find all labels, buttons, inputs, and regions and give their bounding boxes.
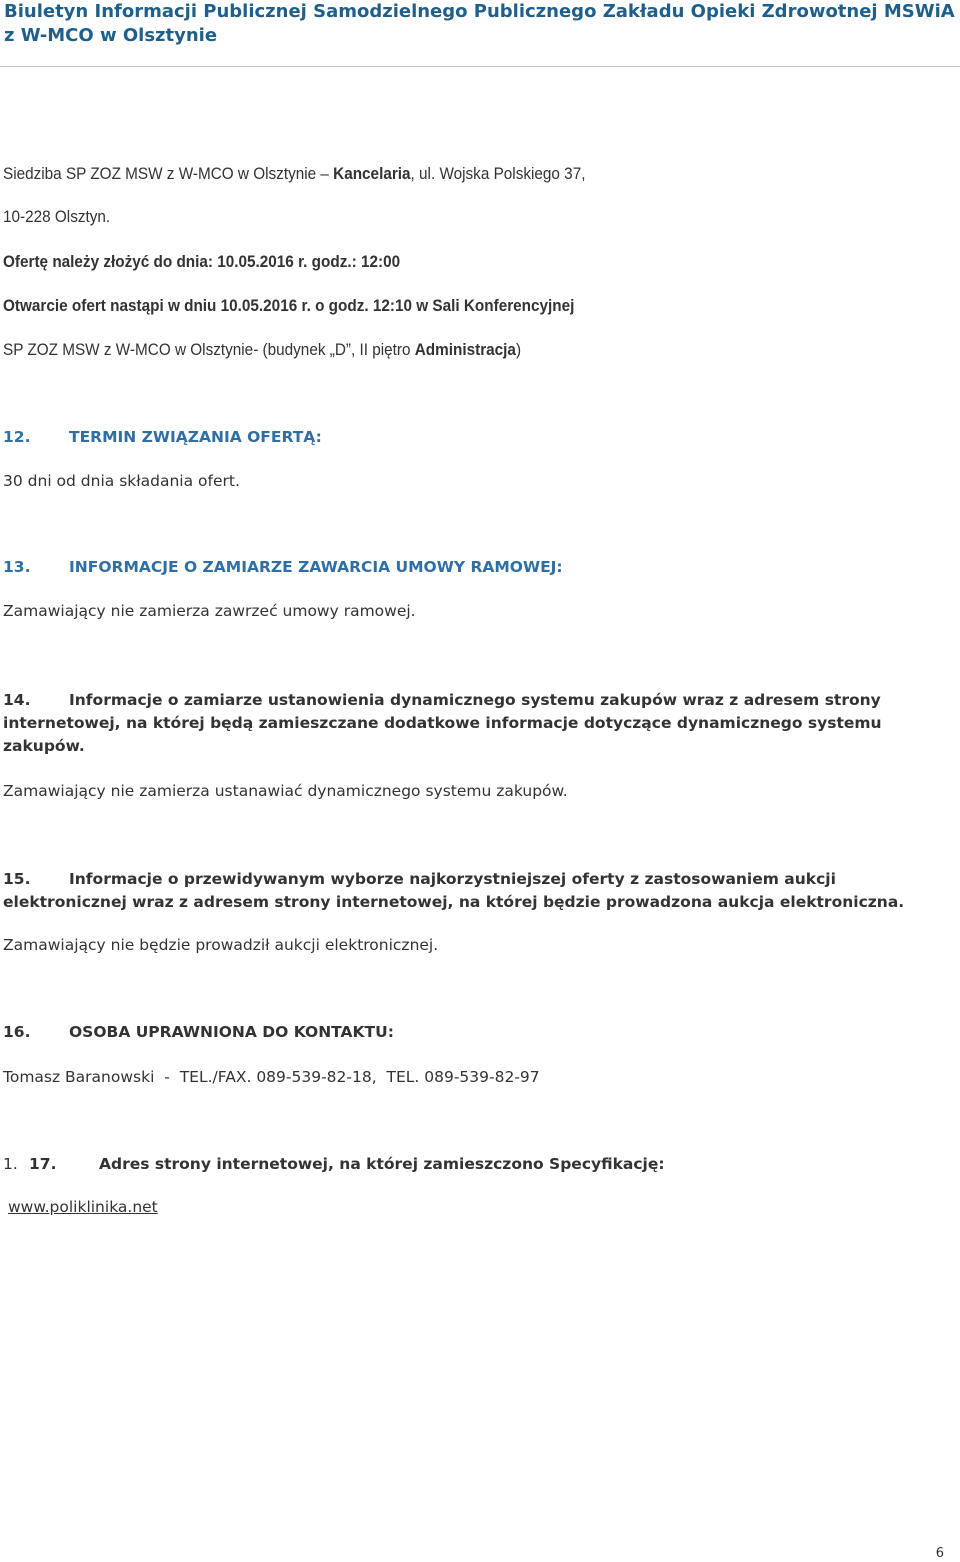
specification-link[interactable]: www.poliklinika.net [8, 1198, 158, 1216]
section-number: 14. [3, 691, 31, 709]
deadline-line: Ofertę należy złożyć do dnia: 10.05.2016 r. godz.: 12:00 [3, 252, 401, 271]
section-title: TERMIN ZWIĄZANIA OFERTĄ: [69, 428, 322, 446]
section-14-body: Zamawiający nie zamierza ustanawiać dynamicznego systemu zakupów. [3, 782, 568, 800]
section-title: Informacje o zamiarze ustanowienia dynamicznego systemu zakupów wraz z adresem strony internetowej, na której będą zamieszczane dodatkowe informacje dotyczące dynamicznego systemu zakupów. [3, 691, 882, 755]
section-number: 15. [3, 870, 31, 888]
list-prefix: 1. [3, 1155, 18, 1173]
section-title: Informacje o przewidywanym wyborze najkorzystniejszej oferty z zastosowaniem aukcji elektronicznej wraz z adresem strony internetowej, na której będzie prowadzona aukcja elektroniczna. [3, 870, 905, 911]
address-text-2: , ul. Wojska Polskiego 37, [410, 164, 586, 183]
section-12-body: 30 dni od dnia składania ofert. [3, 472, 240, 490]
address-bold: Kancelaria [333, 164, 411, 183]
section-title: INFORMACJE O ZAMIARZE ZAWARCIA UMOWY RAMOWEJ: [69, 558, 563, 576]
section-number: 16. [3, 1023, 31, 1041]
section-number: 12. [3, 428, 31, 446]
section-16-heading [3, 1023, 394, 1041]
section-12-heading [3, 428, 322, 446]
location-line [3, 340, 521, 360]
section-title: OSOBA UPRAWNIONA DO KONTAKTU: [69, 1023, 394, 1041]
section-15-body: Zamawiający nie będzie prowadził aukcji elektronicznej. [3, 936, 439, 954]
section-14-heading [3, 689, 943, 758]
section-number: 17. [29, 1155, 57, 1173]
bip-header-title: Biuletyn Informacji Publicznej Samodzielnego Publicznego Zakładu Opieki Zdrowotnej MSWiA z W-MCO w Olsztynie [4, 1, 955, 46]
location-text-2: ) [515, 340, 522, 359]
section-17-heading [3, 1155, 665, 1173]
section-16-body: Tomasz Baranowski - TEL./FAX. 089-539-82-18, TEL. 089-539-82-97 [3, 1068, 540, 1086]
address-line-1 [3, 164, 585, 184]
address-text: Siedziba SP ZOZ MSW z W-MCO w Olsztynie – [3, 164, 334, 183]
opening-line: Otwarcie ofert nastąpi w dniu 10.05.2016 r. o godz. 12:10 w Sali Konferencyjnej [3, 296, 575, 315]
section-15-heading [3, 868, 943, 914]
header-divider [0, 66, 960, 67]
location-text: SP ZOZ MSW z W-MCO w Olsztynie- (budynek „D”, II piętro [3, 340, 415, 359]
section-number: 13. [3, 558, 31, 576]
section-13-body: Zamawiający nie zamierza zawrzeć umowy ramowej. [3, 602, 416, 620]
page-number: 6 [935, 1546, 944, 1561]
location-bold: Administracja [414, 340, 516, 359]
section-13-heading [3, 558, 563, 576]
address-line-2: 10-228 Olsztyn. [3, 207, 111, 226]
section-title: Adres strony internetowej, na której zamieszczono Specyfikację: [99, 1155, 665, 1173]
